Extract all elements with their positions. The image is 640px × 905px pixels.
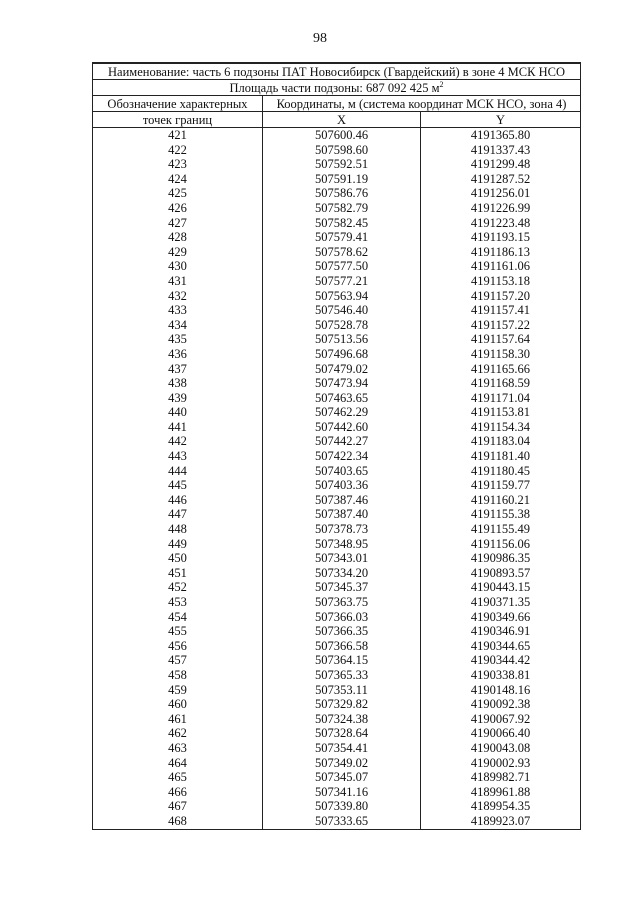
y-coordinate-cell: 4190092.38 (421, 697, 581, 712)
table-row (93, 697, 581, 712)
x-coordinate-cell: 507513.56 (263, 332, 421, 347)
point-number-cell: 459 (93, 683, 263, 698)
point-number-cell: 461 (93, 712, 263, 727)
x-coordinate-cell: 507366.58 (263, 639, 421, 654)
x-coordinate-cell: 507365.33 (263, 668, 421, 683)
table-row (93, 566, 581, 581)
table-row (93, 683, 581, 698)
point-number-cell: 454 (93, 610, 263, 625)
area-unit-superscript: 2 (439, 79, 444, 89)
x-coordinate-cell: 507343.01 (263, 551, 421, 566)
x-coordinate-cell: 507546.40 (263, 303, 421, 318)
y-coordinate-cell: 4190067.92 (421, 712, 581, 727)
table-row (93, 741, 581, 756)
y-coordinate-cell: 4191226.99 (421, 201, 581, 216)
x-coordinate-cell: 507422.34 (263, 449, 421, 464)
table-row (93, 726, 581, 741)
point-number-cell: 443 (93, 449, 263, 464)
table-row (93, 347, 581, 362)
header-y: Y (421, 112, 581, 128)
table-row (93, 216, 581, 231)
table-title: Наименование: часть 6 подзоны ПАТ Новосибирск (Гвардейский) в зоне 4 МСК НСО (93, 63, 581, 80)
y-coordinate-cell: 4191157.22 (421, 318, 581, 333)
x-coordinate-cell: 507364.15 (263, 653, 421, 668)
table-row (93, 186, 581, 201)
y-coordinate-cell: 4191155.49 (421, 522, 581, 537)
y-coordinate-cell: 4191156.06 (421, 537, 581, 552)
x-coordinate-cell: 507577.21 (263, 274, 421, 289)
x-coordinate-cell: 507339.80 (263, 799, 421, 814)
y-coordinate-cell: 4190344.42 (421, 653, 581, 668)
x-coordinate-cell: 507387.40 (263, 507, 421, 522)
y-coordinate-cell: 4191160.21 (421, 493, 581, 508)
table-row (93, 303, 581, 318)
y-coordinate-cell: 4189923.07 (421, 814, 581, 829)
table-title-row (93, 63, 581, 80)
point-number-cell: 427 (93, 216, 263, 231)
x-coordinate-cell: 507479.02 (263, 362, 421, 377)
point-number-cell: 441 (93, 420, 263, 435)
x-coordinate-cell: 507387.46 (263, 493, 421, 508)
x-coordinate-cell: 507442.27 (263, 434, 421, 449)
y-coordinate-cell: 4191157.41 (421, 303, 581, 318)
point-number-cell: 422 (93, 143, 263, 158)
table-row (93, 332, 581, 347)
table-row (93, 157, 581, 172)
y-coordinate-cell: 4190344.65 (421, 639, 581, 654)
y-coordinate-cell: 4190349.66 (421, 610, 581, 625)
point-number-cell: 433 (93, 303, 263, 318)
y-coordinate-cell: 4190338.81 (421, 668, 581, 683)
x-coordinate-cell: 507345.07 (263, 770, 421, 785)
y-coordinate-cell: 4191154.34 (421, 420, 581, 435)
y-coordinate-cell: 4190371.35 (421, 595, 581, 610)
point-number-cell: 428 (93, 230, 263, 245)
x-coordinate-cell: 507586.76 (263, 186, 421, 201)
point-number-cell: 429 (93, 245, 263, 260)
table-row (93, 143, 581, 158)
y-coordinate-cell: 4190002.93 (421, 756, 581, 771)
table-row (93, 799, 581, 814)
y-coordinate-cell: 4191165.66 (421, 362, 581, 377)
header-points-line1: Обозначение характерных (93, 96, 263, 112)
table-row (93, 624, 581, 639)
x-coordinate-cell: 507563.94 (263, 289, 421, 304)
header-row-2 (93, 112, 581, 128)
point-number-cell: 455 (93, 624, 263, 639)
table-row (93, 201, 581, 216)
x-coordinate-cell: 507353.11 (263, 683, 421, 698)
point-number-cell: 431 (93, 274, 263, 289)
point-number-cell: 463 (93, 741, 263, 756)
table-row (93, 653, 581, 668)
x-coordinate-cell: 507582.79 (263, 201, 421, 216)
table-row (93, 245, 581, 260)
y-coordinate-cell: 4191159.77 (421, 478, 581, 493)
point-number-cell: 430 (93, 259, 263, 274)
y-coordinate-cell: 4191337.43 (421, 143, 581, 158)
area-label (93, 80, 581, 96)
x-coordinate-cell: 507366.03 (263, 610, 421, 625)
x-coordinate-cell: 507496.68 (263, 347, 421, 362)
x-coordinate-cell: 507366.35 (263, 624, 421, 639)
y-coordinate-cell: 4190148.16 (421, 683, 581, 698)
x-coordinate-cell: 507442.60 (263, 420, 421, 435)
point-number-cell: 432 (93, 289, 263, 304)
x-coordinate-cell: 507341.16 (263, 785, 421, 800)
x-coordinate-cell: 507328.64 (263, 726, 421, 741)
y-coordinate-cell: 4191157.64 (421, 332, 581, 347)
x-coordinate-cell: 507354.41 (263, 741, 421, 756)
point-number-cell: 440 (93, 405, 263, 420)
point-number-cell: 466 (93, 785, 263, 800)
table-row (93, 478, 581, 493)
point-number-cell: 467 (93, 799, 263, 814)
y-coordinate-cell: 4191155.38 (421, 507, 581, 522)
x-coordinate-cell: 507473.94 (263, 376, 421, 391)
table-row (93, 493, 581, 508)
point-number-cell: 439 (93, 391, 263, 406)
table-row (93, 537, 581, 552)
point-number-cell: 458 (93, 668, 263, 683)
point-number-cell: 446 (93, 493, 263, 508)
table-row (93, 756, 581, 771)
y-coordinate-cell: 4191223.48 (421, 216, 581, 231)
table-row (93, 376, 581, 391)
table-row (93, 814, 581, 829)
x-coordinate-cell: 507348.95 (263, 537, 421, 552)
table-row (93, 259, 581, 274)
point-number-cell: 442 (93, 434, 263, 449)
y-coordinate-cell: 4191158.30 (421, 347, 581, 362)
point-number-cell: 456 (93, 639, 263, 654)
y-coordinate-cell: 4190346.91 (421, 624, 581, 639)
table-row (93, 362, 581, 377)
point-number-cell: 421 (93, 128, 263, 143)
y-coordinate-cell: 4191181.40 (421, 449, 581, 464)
x-coordinate-cell: 507577.50 (263, 259, 421, 274)
y-coordinate-cell: 4191193.15 (421, 230, 581, 245)
x-coordinate-cell: 507403.36 (263, 478, 421, 493)
header-row-1 (93, 96, 581, 112)
point-number-cell: 438 (93, 376, 263, 391)
x-coordinate-cell: 507578.62 (263, 245, 421, 260)
x-coordinate-cell: 507378.73 (263, 522, 421, 537)
point-number-cell: 465 (93, 770, 263, 785)
point-number-cell: 451 (93, 566, 263, 581)
table-row (93, 391, 581, 406)
x-coordinate-cell: 507329.82 (263, 697, 421, 712)
point-number-cell: 434 (93, 318, 263, 333)
point-number-cell: 449 (93, 537, 263, 552)
y-coordinate-cell: 4191183.04 (421, 434, 581, 449)
point-number-cell: 444 (93, 464, 263, 479)
point-number-cell: 448 (93, 522, 263, 537)
coordinates-table-body (93, 63, 581, 829)
y-coordinate-cell: 4191157.20 (421, 289, 581, 304)
x-coordinate-cell: 507582.45 (263, 216, 421, 231)
y-coordinate-cell: 4191256.01 (421, 186, 581, 201)
y-coordinate-cell: 4190066.40 (421, 726, 581, 741)
table-row (93, 595, 581, 610)
point-number-cell: 460 (93, 697, 263, 712)
x-coordinate-cell: 507600.46 (263, 128, 421, 143)
point-number-cell: 457 (93, 653, 263, 668)
x-coordinate-cell: 507463.65 (263, 391, 421, 406)
y-coordinate-cell: 4189982.71 (421, 770, 581, 785)
table-row (93, 128, 581, 143)
y-coordinate-cell: 4191171.04 (421, 391, 581, 406)
table-row (93, 785, 581, 800)
y-coordinate-cell: 4191186.13 (421, 245, 581, 260)
table-row (93, 434, 581, 449)
x-coordinate-cell: 507333.65 (263, 814, 421, 829)
x-coordinate-cell: 507403.65 (263, 464, 421, 479)
y-coordinate-cell: 4190043.08 (421, 741, 581, 756)
table-row (93, 668, 581, 683)
y-coordinate-cell: 4191153.81 (421, 405, 581, 420)
table-row (93, 507, 581, 522)
table-row (93, 449, 581, 464)
table-row (93, 420, 581, 435)
table-row (93, 770, 581, 785)
header-coordinates: Координаты, м (система координат МСК НСО, зона 4) (263, 96, 581, 112)
table-row (93, 274, 581, 289)
point-number-cell: 453 (93, 595, 263, 610)
y-coordinate-cell: 4190893.57 (421, 566, 581, 581)
x-coordinate-cell: 507349.02 (263, 756, 421, 771)
y-coordinate-cell: 4190986.35 (421, 551, 581, 566)
table-area-row (93, 80, 581, 96)
point-number-cell: 426 (93, 201, 263, 216)
table-row (93, 405, 581, 420)
table-row (93, 318, 581, 333)
point-number-cell: 437 (93, 362, 263, 377)
header-x: X (263, 112, 421, 128)
y-coordinate-cell: 4191299.48 (421, 157, 581, 172)
point-number-cell: 435 (93, 332, 263, 347)
point-number-cell: 462 (93, 726, 263, 741)
y-coordinate-cell: 4191161.06 (421, 259, 581, 274)
header-points-line2: точек границ (93, 112, 263, 128)
x-coordinate-cell: 507334.20 (263, 566, 421, 581)
point-number-cell: 452 (93, 580, 263, 595)
area-label-text: Площадь части подзоны: 687 092 425 м (229, 80, 440, 95)
table-row (93, 551, 581, 566)
x-coordinate-cell: 507462.29 (263, 405, 421, 420)
x-coordinate-cell: 507324.38 (263, 712, 421, 727)
table-row (93, 580, 581, 595)
point-number-cell: 464 (93, 756, 263, 771)
y-coordinate-cell: 4189961.88 (421, 785, 581, 800)
x-coordinate-cell: 507598.60 (263, 143, 421, 158)
table-row (93, 172, 581, 187)
x-coordinate-cell: 507528.78 (263, 318, 421, 333)
x-coordinate-cell: 507592.51 (263, 157, 421, 172)
point-number-cell: 425 (93, 186, 263, 201)
y-coordinate-cell: 4191365.80 (421, 128, 581, 143)
x-coordinate-cell: 507591.19 (263, 172, 421, 187)
x-coordinate-cell: 507345.37 (263, 580, 421, 595)
point-number-cell: 468 (93, 814, 263, 829)
y-coordinate-cell: 4191287.52 (421, 172, 581, 187)
table-row (93, 464, 581, 479)
point-number-cell: 445 (93, 478, 263, 493)
point-number-cell: 436 (93, 347, 263, 362)
page-number: 98 (313, 31, 327, 46)
table-row (93, 522, 581, 537)
point-number-cell: 450 (93, 551, 263, 566)
x-coordinate-cell: 507579.41 (263, 230, 421, 245)
table-row (93, 712, 581, 727)
table-row (93, 610, 581, 625)
y-coordinate-cell: 4190443.15 (421, 580, 581, 595)
y-coordinate-cell: 4191153.18 (421, 274, 581, 289)
y-coordinate-cell: 4191168.59 (421, 376, 581, 391)
point-number-cell: 447 (93, 507, 263, 522)
point-number-cell: 423 (93, 157, 263, 172)
point-number-cell: 424 (93, 172, 263, 187)
table-row (93, 230, 581, 245)
x-coordinate-cell: 507363.75 (263, 595, 421, 610)
table-row (93, 639, 581, 654)
table-row (93, 289, 581, 304)
y-coordinate-cell: 4189954.35 (421, 799, 581, 814)
y-coordinate-cell: 4191180.45 (421, 464, 581, 479)
coordinates-table (92, 62, 581, 830)
